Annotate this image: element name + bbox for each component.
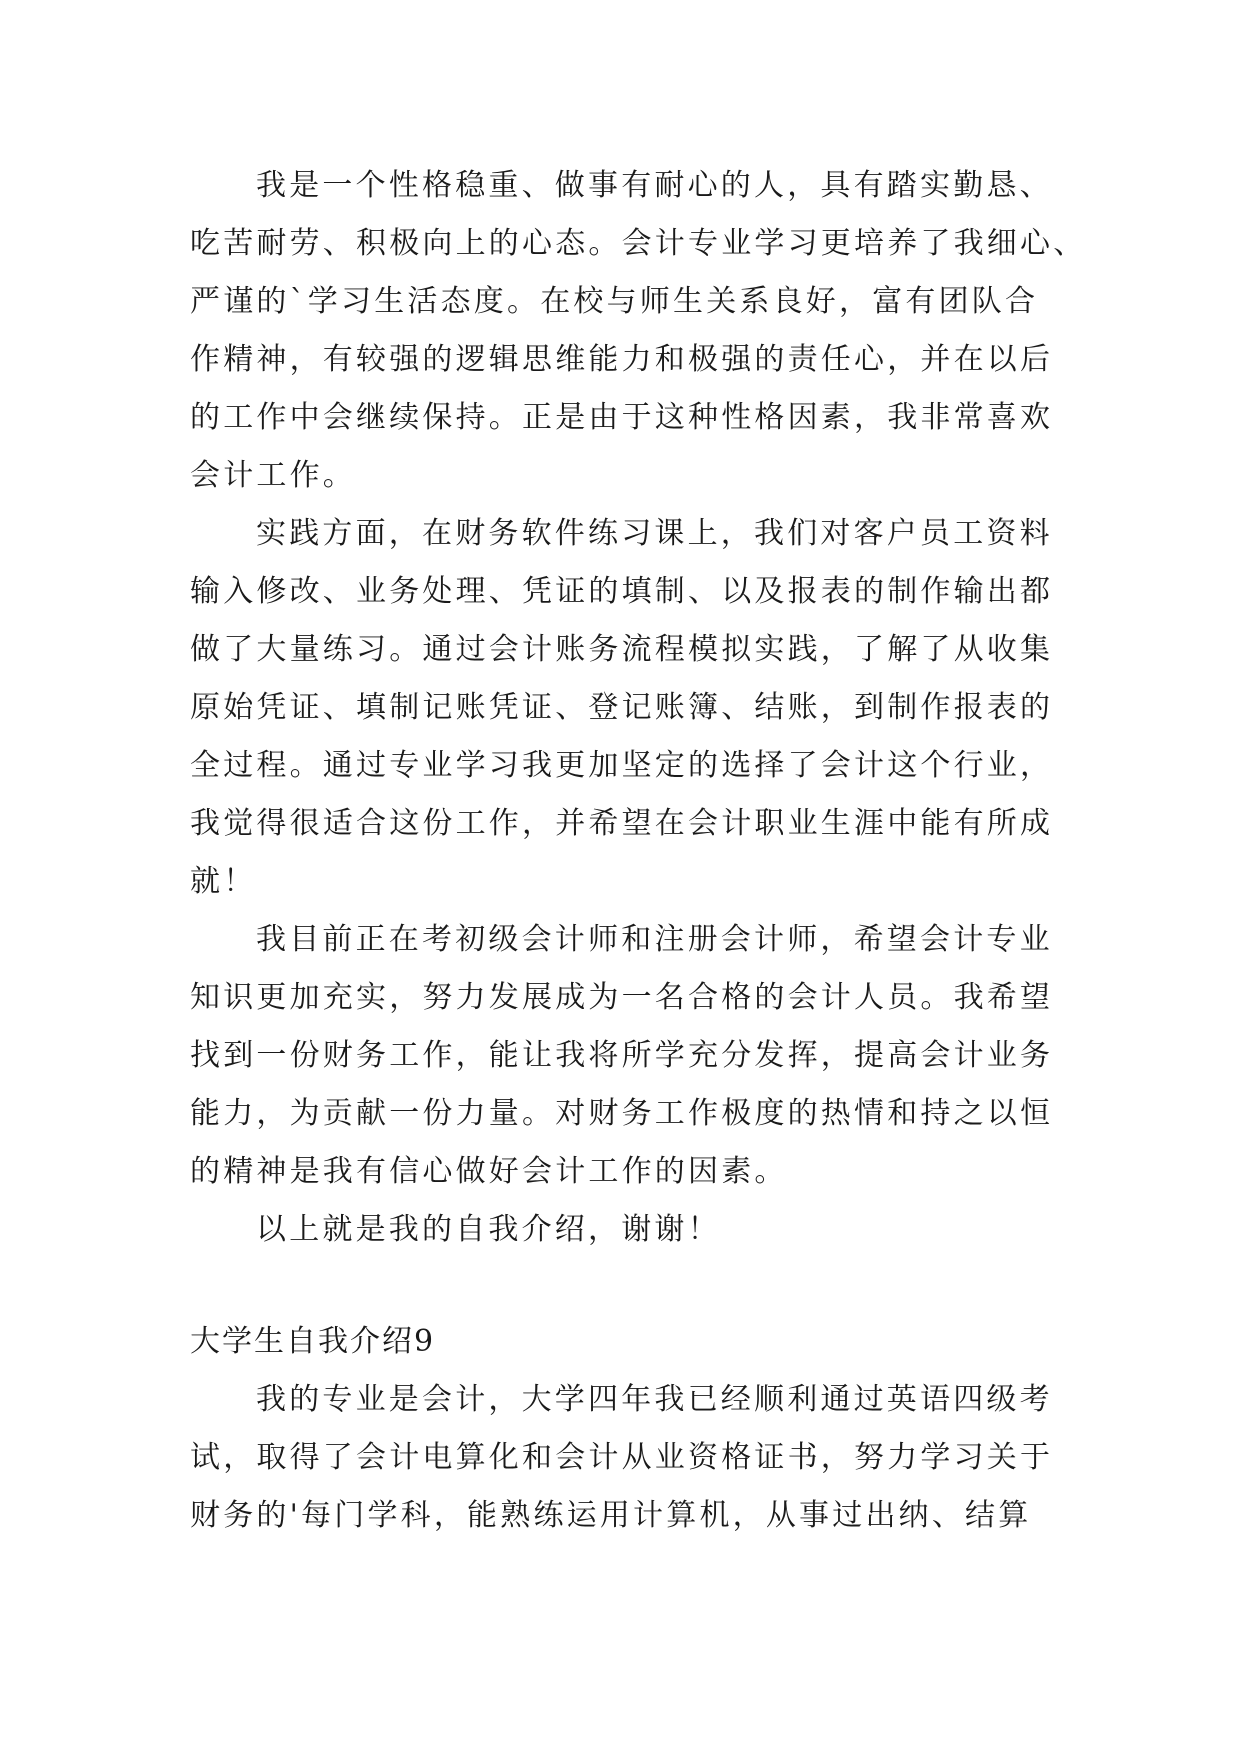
paragraph-line: 知识更加充实，努力发展成为一名合格的会计人员。我希望: [190, 980, 1054, 1015]
paragraph-line: 试，取得了会计电算化和会计从业资格证书，努力学习关于: [190, 1440, 1054, 1475]
document-body: [190, 157, 1087, 1259]
paragraph-line: 我的专业是会计，大学四年我已经顺利通过英语四级考: [256, 1382, 1053, 1417]
paragraph-line: 输入修改、业务处理、凭证的填制、以及报表的制作输出都: [190, 574, 1054, 609]
paragraph-line: 实践方面，在财务软件练习课上，我们对客户员工资料: [256, 516, 1053, 551]
paragraph-line: 的工作中会继续保持。正是由于这种性格因素，我非常喜欢: [190, 400, 1054, 435]
paragraph-line: 会计工作。: [190, 458, 356, 493]
paragraph-line: 作精神，有较强的逻辑思维能力和极强的责任心，并在以后: [190, 342, 1054, 377]
section-heading: 大学生自我介绍9: [190, 1324, 436, 1359]
closing-paragraph: [190, 1201, 1070, 1259]
paragraph-line: 原始凭证、填制记账凭证、登记账簿、结账，到制作报表的: [190, 690, 1054, 725]
paragraph-line: 吃苦耐劳、积极向上的心态。会计专业学习更培养了我细心、: [190, 226, 1087, 261]
paragraph-line: 我目前正在考初级会计师和注册会计师，希望会计专业: [256, 922, 1053, 957]
paragraph-line: 的精神是我有信心做好会计工作的因素。: [190, 1154, 788, 1189]
paragraph-line: 全过程。通过专业学习我更加坚定的选择了会计这个行业，: [190, 748, 1054, 783]
paragraph-line: 我觉得很适合这份工作，并希望在会计职业生涯中能有所成: [190, 806, 1054, 841]
paragraph: [190, 157, 1087, 505]
paragraph: [190, 1371, 1070, 1545]
paragraph-line: 财务的'每门学科，能熟练运用计算机，从事过出纳、结算: [190, 1498, 1032, 1533]
section-9: [190, 1313, 1070, 1545]
paragraph-line: 以上就是我的自我介绍，谢谢！: [256, 1212, 721, 1247]
paragraph-line: 就！: [190, 864, 257, 899]
paragraph-line: 严谨的`学习生活态度。在校与师生关系良好，富有团队合: [190, 284, 1039, 319]
paragraph-line: 我是一个性格稳重、做事有耐心的人，具有踏实勤恳、: [256, 168, 1053, 203]
paragraph: [190, 505, 1070, 911]
paragraph: [190, 911, 1070, 1201]
paragraph-line: 能力，为贡献一份力量。对财务工作极度的热情和持之以恒: [190, 1096, 1054, 1131]
paragraph-line: 找到一份财务工作，能让我将所学充分发挥，提高会计业务: [190, 1038, 1054, 1073]
paragraph-line: 做了大量练习。通过会计账务流程模拟实践，了解了从收集: [190, 632, 1054, 667]
